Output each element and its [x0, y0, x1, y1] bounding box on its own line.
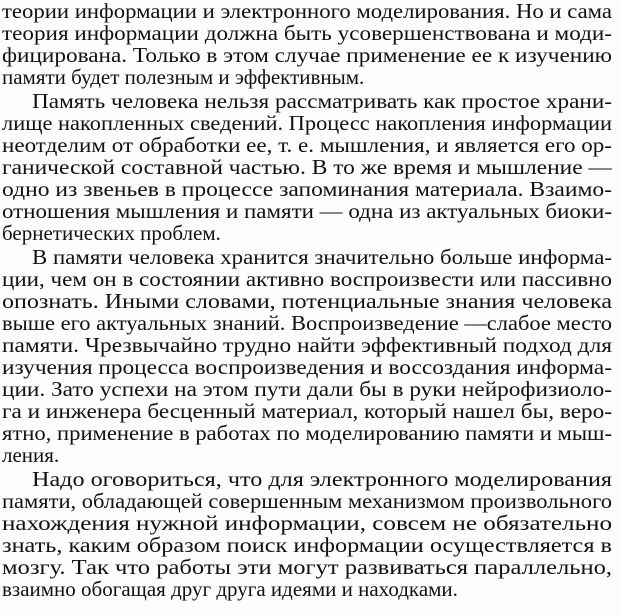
text-line: теория информации должна быть усовершенствована и моди- [2, 21, 612, 45]
text-line: опознать. Иными словами, потенциальные знания человека [2, 289, 612, 313]
text-line: одно из звеньев в процессе запоминания материала. Взаимо- [2, 177, 612, 201]
text-line: выше его актуальных знаний. Воспроизведение —слабое место [2, 311, 612, 335]
text-line: ятно, применение в работах по моделированию памяти и мыш- [2, 421, 612, 445]
text-line: га и инженера бесценный материал, который нашел бы, веро- [2, 399, 612, 423]
text-line: мозгу. Так что работы эти могут развиваться параллельно, [2, 555, 612, 579]
text-line: памяти, обладающей совершенным механизмом произвольного [2, 489, 612, 513]
text-line: неотделим от обработки ее, т. е. мышления, и является его ор- [2, 133, 612, 157]
text-line: ления. [2, 443, 60, 467]
text-line: изучения процесса воспроизведения и воссоздания информа- [2, 355, 612, 379]
text-line: фицирована. Только в этом случае применение ее к изучению [2, 43, 612, 67]
text-line: ции. Зато успехи на этом пути дали бы в руки нейрофизиоло- [2, 377, 612, 401]
text-line: бернетических проблем. [2, 221, 221, 245]
text-line: Память человека нельзя рассматривать как простое храни- [32, 89, 612, 113]
text-line: теории информации и электронного моделирования. Но и сама [2, 0, 612, 23]
text-line: В памяти человека хранится значительно больше информа- [32, 245, 612, 269]
text-line: нахождения нужной информации, совсем не обязательно [2, 511, 612, 535]
text-line: взаимно обогащая друг друга идеями и находками. [2, 577, 458, 601]
text-line: памяти. Чрезвычайно трудно найти эффективный подход для [2, 333, 612, 357]
text-line: Надо оговориться, что для электронного моделирования [32, 467, 612, 491]
text-line: ции, чем он в состоянии активно воспроизвести или пассивно [2, 267, 612, 291]
text-line: памяти будет полезным и эффективным. [2, 65, 365, 89]
text-line: знать, каким образом поиск информации осуществляется в [2, 533, 612, 557]
text-line: лище накопленных сведений. Процесс накопления информации [2, 111, 612, 135]
text-line: ганической составной частью. В то же время и мышление — [2, 155, 612, 179]
text-line: отношения мышления и памяти — одна из актуальных биоки- [2, 199, 612, 223]
